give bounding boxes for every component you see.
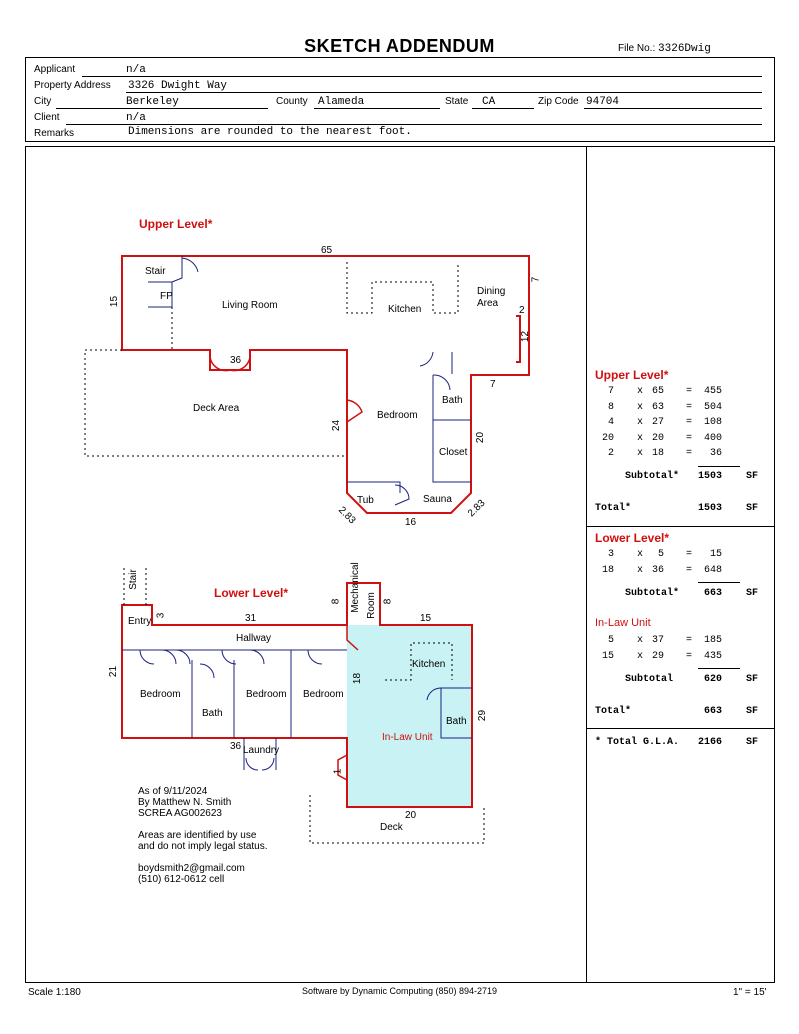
calc-upper-rule <box>698 466 740 467</box>
bath-label: Bath <box>442 395 463 406</box>
calc-factor-a: 2 <box>607 448 614 459</box>
file-number-label: File No.: <box>618 43 656 54</box>
entry-label: Entry <box>128 616 152 627</box>
property-address-label: Property Address <box>34 80 111 91</box>
bath-door <box>420 352 452 390</box>
bath-walls <box>347 375 471 493</box>
dim-lower: 21 <box>108 665 120 678</box>
calc-factor-b: 27 <box>651 417 664 428</box>
calc-lower-subtotal-label: Subtotal* <box>625 588 680 599</box>
calc-inlaw-subtotal-unit: SF <box>746 674 759 685</box>
stair-label: Stair <box>145 266 166 277</box>
remarks-label: Remarks <box>34 128 75 139</box>
calc-upper-total-unit: SF <box>746 503 759 514</box>
dim-lower: 8 <box>382 598 394 605</box>
county-value: Alameda <box>318 96 365 108</box>
calc-factor-a: 5 <box>607 635 614 646</box>
inlaw-kitchen-label: Kitchen <box>412 659 446 670</box>
bedroom-label: Bedroom <box>377 410 418 421</box>
note-line: and do not imply legal status. <box>138 841 268 852</box>
deck-label: Deck <box>380 822 403 833</box>
calc-upper-subtotal-label: Subtotal* <box>625 471 680 482</box>
calc-result: 648 <box>704 565 723 576</box>
calc-equals: = <box>686 651 693 662</box>
scale-label: Scale 1:180 <box>28 987 81 998</box>
dim-lower: 1 <box>332 768 344 775</box>
calc-upper-total: 1503 <box>698 503 723 514</box>
calc-result: 504 <box>704 401 723 413</box>
calc-equals: = <box>686 565 693 576</box>
lower-stair-label: Stair <box>127 569 139 590</box>
fp-label: FP <box>160 291 173 302</box>
calc-result: 185 <box>704 635 723 646</box>
remarks-value: Dimensions are rounded to the nearest foot. <box>128 126 412 138</box>
dim-upper: 24 <box>331 419 343 432</box>
dim-upper: 20 <box>475 431 487 444</box>
city-label: City <box>34 96 52 107</box>
sauna-door <box>395 485 409 505</box>
software-credit: Software by Dynamic Computing (850) 894-2719 <box>301 986 498 996</box>
gla-label: * Total G.L.A. <box>595 737 680 748</box>
calc-result: 400 <box>704 432 723 444</box>
calc-factor-a: 15 <box>601 651 614 662</box>
bedroom-1-label: Bedroom <box>140 689 181 700</box>
note-line: SCREA AG002623 <box>138 808 222 819</box>
hallway-label: Hallway <box>236 633 272 644</box>
client-label: Client <box>34 112 60 123</box>
inlaw-bath-label: Bath <box>446 716 467 727</box>
calc-upper-subtotal: 1503 <box>698 471 723 482</box>
dim-upper: 2.83 <box>465 497 488 520</box>
dim-upper: 15 <box>109 295 121 308</box>
tub-label: Tub <box>357 495 374 506</box>
bedroom-door <box>347 400 362 422</box>
property-address-value: 3326 Dwight Way <box>128 80 228 92</box>
dim-lower: 8 <box>330 598 342 605</box>
calc-equals: = <box>686 635 693 646</box>
calc-times: x <box>637 386 644 397</box>
dining-label: Dining <box>477 286 506 297</box>
closet-label: Closet <box>439 447 468 458</box>
lower-doors <box>140 650 322 678</box>
sauna-label: Sauna <box>423 494 452 505</box>
calc-factor-b: 37 <box>651 635 664 646</box>
living-room-label: Living Room <box>222 300 278 311</box>
calc-times: x <box>637 651 644 662</box>
note-line <box>138 819 268 830</box>
page-title: SKETCH ADDENDUM <box>304 36 495 56</box>
calc-inlaw-total-unit: SF <box>746 706 759 717</box>
calc-factor-b: 20 <box>651 432 664 444</box>
calc-times: x <box>637 549 644 560</box>
calc-upper-title: Upper Level* <box>595 368 669 382</box>
client-value: n/a <box>126 112 146 124</box>
calc-factor-b: 29 <box>651 651 664 662</box>
calc-factor-a: 3 <box>607 549 614 560</box>
calc-times: x <box>637 401 644 413</box>
calc-factor-b: 5 <box>657 549 664 560</box>
calc-equals: = <box>686 432 693 444</box>
calc-equals: = <box>686 549 693 560</box>
mechanical-label: Mechanical <box>349 562 361 613</box>
calc-upper-total-label: Total* <box>595 503 632 514</box>
dining-area-label: Area <box>477 298 499 309</box>
dim-upper: 2 <box>519 305 525 316</box>
calc-result: 15 <box>709 549 722 560</box>
upper-level-outline <box>122 256 532 513</box>
applicant-label: Applicant <box>34 64 76 75</box>
calc-inlaw-subtotal: 620 <box>704 674 723 685</box>
state-value: CA <box>482 96 496 108</box>
note-line: boydsmith2@gmail.com <box>138 863 245 874</box>
calc-factor-a: 7 <box>607 386 614 397</box>
dim-lower: 31 <box>245 613 257 624</box>
inlaw-label: In-Law Unit <box>382 732 433 743</box>
file-number-value: 3326Dwig <box>658 43 711 55</box>
appraiser-notes <box>138 786 268 885</box>
county-label: County <box>276 96 308 107</box>
calc-times: x <box>637 432 644 444</box>
dim-upper: 36 <box>230 355 242 366</box>
gla-unit: SF <box>746 737 759 748</box>
calc-result: 435 <box>704 651 723 662</box>
dim-lower: 3 <box>155 612 167 619</box>
lower-level-title: Lower Level* <box>214 586 289 600</box>
calc-factor-b: 18 <box>651 448 664 459</box>
calc-inlaw-title: In-Law Unit <box>595 617 651 629</box>
bedroom-2-label: Bedroom <box>246 689 287 700</box>
calc-lower-rule <box>698 582 740 583</box>
upper-level-title: Upper Level* <box>139 217 213 231</box>
calc-factor-a: 4 <box>607 417 614 428</box>
zip-value: 94704 <box>586 96 620 108</box>
calc-factor-b: 36 <box>651 565 664 576</box>
calc-equals: = <box>686 401 693 413</box>
calc-lower-subtotal-unit: SF <box>746 588 759 599</box>
calc-times: x <box>637 635 644 646</box>
calc-lower-subtotal: 663 <box>704 588 723 599</box>
calc-inlaw-rule <box>698 668 740 669</box>
stair-door <box>172 256 198 282</box>
note-line: (510) 612-0612 cell <box>138 874 225 885</box>
calc-factor-a: 20 <box>601 432 614 444</box>
upper-level-walls <box>122 256 532 513</box>
dim-upper: 7 <box>490 379 496 390</box>
calc-lower-title: Lower Level* <box>595 531 670 545</box>
calc-result: 36 <box>709 448 722 459</box>
room-label: Room <box>365 592 377 619</box>
calc-times: x <box>637 417 644 428</box>
deck-area-label: Deck Area <box>193 403 240 414</box>
dim-lower: 20 <box>405 810 417 821</box>
calc-times: x <box>637 565 644 576</box>
lower-bath-label: Bath <box>202 708 223 719</box>
gla-value: 2166 <box>698 737 723 748</box>
dim-upper: 7 <box>530 276 542 283</box>
calc-result: 108 <box>704 417 723 428</box>
note-line: Areas are identified by use <box>138 830 257 841</box>
calc-factor-b: 65 <box>651 386 664 397</box>
dim-upper: 16 <box>405 517 417 528</box>
calc-equals: = <box>686 386 693 397</box>
state-label: State <box>445 96 469 107</box>
dim-lower: 29 <box>477 709 489 722</box>
calc-inlaw-total-label: Total* <box>595 706 632 717</box>
kitchen-label: Kitchen <box>388 304 422 315</box>
calc-factor-a: 8 <box>607 401 614 413</box>
calc-equals: = <box>686 448 693 459</box>
laundry-label: Laundry <box>243 745 280 756</box>
calc-inlaw-total: 663 <box>704 706 723 717</box>
dim-lower: 15 <box>420 613 432 624</box>
bedroom-3-label: Bedroom <box>303 689 344 700</box>
note-line: By Matthew N. Smith <box>138 797 232 808</box>
dim-upper: 12 <box>520 330 532 343</box>
dim-upper: 65 <box>321 245 333 256</box>
scale-ratio: 1" = 15' <box>733 987 767 998</box>
note-line <box>138 852 268 863</box>
zip-label: Zip Code <box>538 96 579 107</box>
dim-lower: 36 <box>230 741 242 752</box>
note-line: As of 9/11/2024 <box>138 786 208 797</box>
calc-result: 455 <box>704 386 723 397</box>
applicant-value: n/a <box>126 64 146 76</box>
calc-factor-a: 18 <box>601 565 614 576</box>
dim-lower: 18 <box>352 672 364 685</box>
calc-upper-subtotal-unit: SF <box>746 471 759 482</box>
calc-times: x <box>637 448 644 459</box>
calc-inlaw-subtotal-label: Subtotal <box>625 674 674 685</box>
city-value: Berkeley <box>126 96 179 108</box>
dim-upper: 2.83 <box>335 504 358 527</box>
calc-factor-b: 63 <box>651 401 664 413</box>
calc-equals: = <box>686 417 693 428</box>
